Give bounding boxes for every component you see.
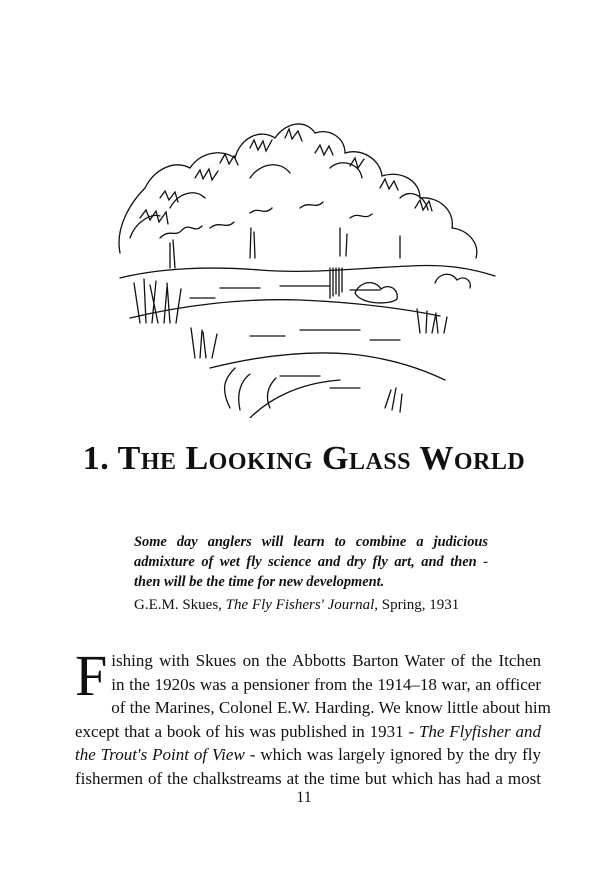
chapter-title: 1. The Looking Glass World	[82, 440, 526, 477]
body-line: ishing with Skues on the Abbotts Barton Water of the Itchen	[111, 651, 541, 670]
drop-cap: F	[75, 643, 108, 708]
body-line: in the 1920s was a pensioner from the 1914–18 war, an officer	[111, 674, 541, 694]
page-number: 11	[296, 789, 312, 806]
body-paragraph	[75, 643, 551, 790]
attribution-date: , Spring, 1931	[374, 597, 460, 613]
epigraph-quote	[134, 532, 488, 592]
body-line: fishermen of the chalkstreams at the time but which has had a most	[75, 768, 541, 788]
body-line: of the Marines, Colonel E.W. Harding. We know little about him	[111, 698, 551, 717]
attribution-work: The Fly Fishers' Journal	[225, 597, 375, 613]
body-line	[75, 720, 541, 744]
epigraph-line: then will be the time for new development.	[134, 574, 385, 590]
river-landscape-illustration	[100, 118, 510, 418]
epigraph-line: admixture of wet fly science and dry fly art, and then -	[134, 554, 488, 570]
book-title-part: the Trout's Point of View	[75, 745, 245, 764]
epigraph-attribution	[134, 597, 459, 614]
epigraph-line: Some day anglers will learn to combine a judicious	[134, 534, 488, 550]
attribution-author: G.E.M. Skues,	[134, 597, 226, 613]
body-line-text: except that a book of his was published in 1931 -	[75, 721, 419, 741]
river-landscape-icon	[100, 118, 510, 418]
body-line-text: - which was largely ignored by the dry fly	[244, 745, 541, 764]
book-title-part: The Flyfisher and	[418, 721, 541, 741]
body-line	[75, 743, 541, 767]
